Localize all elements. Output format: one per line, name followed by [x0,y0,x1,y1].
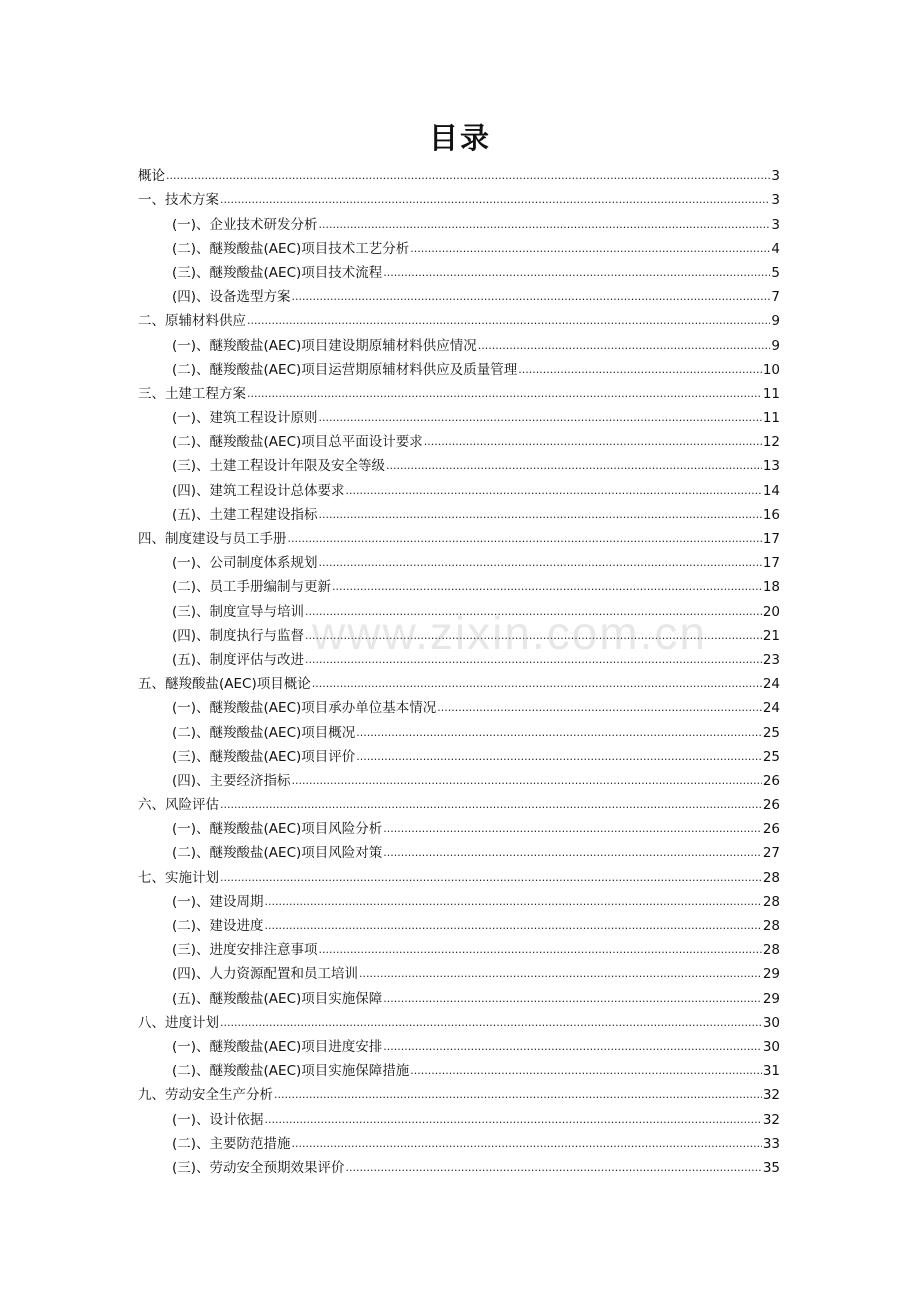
toc-entry-page-number: 24 [762,676,780,693]
toc-dot-leader [332,579,762,595]
toc-entry-label: (二)、醚羧酸盐(AEC)项目总平面设计要求 [172,434,423,451]
toc-entry-page-number: 33 [762,1135,780,1152]
toc-entry[interactable] [138,233,780,257]
toc-dot-leader [383,1039,762,1055]
toc-entry-label: 一、技术方案 [138,192,219,209]
toc-entry[interactable] [138,426,780,450]
toc-dot-leader [319,217,771,233]
toc-entry[interactable] [138,741,780,765]
toc-entry-label: (一)、建筑工程设计原则 [172,410,318,427]
watermark: www.zixin.com.cn [312,607,707,659]
toc-entry[interactable] [138,184,780,208]
toc-dot-leader [356,725,762,741]
toc-entry-page-number: 18 [762,579,780,596]
toc-entry-page-number: 3 [771,216,780,233]
toc-dot-leader [359,966,762,982]
toc-entry-label: 概论 [138,168,165,185]
toc-entry[interactable] [138,958,780,982]
toc-dot-leader [265,894,762,910]
toc-entry-page-number: 29 [762,990,780,1007]
toc-entry-label: (二)、醚羧酸盐(AEC)项目技术工艺分析 [172,240,410,257]
toc-entry-label: (三)、制度宣导与培训 [172,603,305,620]
toc-entry[interactable] [138,934,780,958]
toc-dot-leader [386,458,762,474]
toc-entry[interactable] [138,354,780,378]
toc-entry-page-number: 32 [762,1087,780,1104]
toc-entry-page-number: 11 [762,410,780,427]
toc-entry-label: 二、原辅材料供应 [138,313,246,330]
toc-entry[interactable] [138,499,780,523]
toc-dot-leader [319,942,762,958]
toc-entry-page-number: 17 [762,555,780,572]
toc-entry-label: (三)、醚羧酸盐(AEC)项目技术流程 [172,264,383,281]
toc-dot-leader [292,1136,762,1152]
toc-entry-label: (一)、设计依据 [172,1111,264,1128]
toc-entry[interactable] [138,668,780,692]
toc-entry-label: 五、醚羧酸盐(AEC)项目概论 [138,676,311,693]
toc-entry-page-number: 23 [762,651,780,668]
toc-dot-leader [220,1015,762,1031]
toc-entry[interactable] [138,208,780,232]
toc-dot-leader [247,386,762,402]
toc-entry[interactable] [138,789,780,813]
toc-dot-leader [292,773,762,789]
toc-dot-leader [166,168,770,184]
toc-entry[interactable] [138,1007,780,1031]
toc-entry[interactable] [138,571,780,595]
toc-entry-page-number: 24 [762,700,780,717]
toc-entry-label: (一)、公司制度体系规划 [172,555,318,572]
toc-entry-label: (一)、醚羧酸盐(AEC)项目进度安排 [172,1038,383,1055]
toc-dot-leader [383,991,762,1007]
toc-entry[interactable] [138,474,780,498]
toc-dot-leader [346,483,762,499]
toc-entry-label: (三)、醚羧酸盐(AEC)项目评价 [172,748,356,765]
toc-entry[interactable] [138,1055,780,1079]
toc-entry[interactable] [138,692,780,716]
toc-dot-leader [265,1112,762,1128]
toc-entry-page-number: 32 [762,1111,780,1128]
toc-entry[interactable] [138,1103,780,1127]
toc-entry-page-number: 5 [771,264,780,281]
toc-entry-label: (五)、土建工程建设指标 [172,506,318,523]
toc-entry-label: (四)、人力资源配置和员工培训 [172,966,359,983]
toc-dot-leader [319,410,762,426]
toc-entry-label: (一)、醚羧酸盐(AEC)项目建设期原辅材料供应情况 [172,337,477,354]
toc-dot-leader [288,531,762,547]
toc-entry[interactable] [138,547,780,571]
toc-entry[interactable] [138,886,780,910]
toc-entry[interactable] [138,450,780,474]
toc-entry-label: (一)、企业技术研发分析 [172,216,318,233]
toc-entry-label: 八、进度计划 [138,1014,219,1031]
toc-entry-page-number: 25 [762,724,780,741]
toc-entry-label: (三)、劳动安全预期效果评价 [172,1159,345,1176]
toc-dot-leader [383,821,762,837]
toc-entry-label: (三)、土建工程设计年限及安全等级 [172,458,386,475]
toc-entry-page-number: 30 [762,1014,780,1031]
toc-dot-leader [410,1063,762,1079]
toc-entry-page-number: 14 [762,482,780,499]
toc-entry-page-number: 29 [762,966,780,983]
toc-entry-page-number: 7 [771,289,780,306]
toc-entry-label: (四)、建筑工程设计总体要求 [172,482,345,499]
toc-entry[interactable] [138,716,780,740]
toc-entry[interactable] [138,837,780,861]
toc-entry-page-number: 20 [762,603,780,620]
toc-entry-label: (五)、制度评估与改进 [172,651,305,668]
toc-entry[interactable] [138,910,780,934]
toc-entry-label: (二)、醚羧酸盐(AEC)项目实施保障措施 [172,1063,410,1080]
toc-dot-leader [319,555,762,571]
toc-dot-leader [346,1160,762,1176]
toc-entry-page-number: 28 [762,893,780,910]
toc-dot-leader [424,434,762,450]
toc-entry-label: (二)、醚羧酸盐(AEC)项目运营期原辅材料供应及质量管理 [172,361,518,378]
toc-entry-label: (二)、员工手册编制与更新 [172,579,332,596]
toc-dot-leader [383,265,770,281]
table-of-contents [138,160,780,1176]
toc-entry-label: (二)、醚羧酸盐(AEC)项目风险对策 [172,845,383,862]
toc-entry[interactable] [138,861,780,885]
toc-dot-leader [247,313,770,329]
toc-dot-leader [220,797,762,813]
toc-entry-label: (二)、主要防范措施 [172,1135,291,1152]
toc-entry-label: 六、风险评估 [138,797,219,814]
page-title: 目录 [428,121,491,155]
toc-dot-leader [319,507,762,523]
toc-entry-label: 三、土建工程方案 [138,385,246,402]
toc-entry-page-number: 16 [762,506,780,523]
toc-dot-leader [356,749,762,765]
toc-entry-page-number: 17 [762,531,780,547]
toc-dot-leader [220,870,762,886]
toc-entry-page-number: 28 [762,942,780,959]
toc-entry-page-number: 9 [771,313,780,330]
toc-entry-page-number: 35 [762,1159,780,1176]
toc-entry-label: (二)、醚羧酸盐(AEC)项目概况 [172,724,356,741]
toc-entry-label: (五)、醚羧酸盐(AEC)项目实施保障 [172,990,383,1007]
toc-entry-page-number: 9 [771,337,780,354]
toc-entry-label: 四、制度建设与员工手册 [138,531,287,547]
toc-entry-page-number: 25 [762,748,780,765]
toc-entry-label: (四)、设备选型方案 [172,289,291,306]
toc-entry-page-number: 3 [771,168,780,185]
toc-entry-page-number: 26 [762,821,780,838]
toc-entry[interactable] [138,160,780,184]
toc-dot-leader [410,241,770,257]
toc-entry-label: (一)、建设周期 [172,893,264,910]
toc-entry-page-number: 28 [762,918,780,934]
toc-entry[interactable] [138,1031,780,1055]
toc-entry[interactable] [138,765,780,789]
toc-dot-leader [265,918,762,934]
toc-dot-leader [478,338,771,354]
toc-dot-leader [274,1087,762,1103]
toc-entry-page-number: 10 [762,361,780,378]
toc-entry-page-number: 13 [762,458,780,475]
toc-entry-page-number: 30 [762,1038,780,1055]
toc-entry-page-number: 3 [771,192,780,209]
toc-entry-label: (四)、主要经济指标 [172,772,291,789]
toc-dot-leader [292,289,771,305]
toc-dot-leader [437,700,762,716]
toc-entry-label: (一)、醚羧酸盐(AEC)项目承办单位基本情况 [172,700,437,717]
toc-entry[interactable] [138,281,780,305]
toc-entry-page-number: 12 [762,434,780,451]
toc-entry-page-number: 26 [762,772,780,789]
toc-dot-leader [383,845,762,861]
toc-entry[interactable] [138,982,780,1006]
toc-entry[interactable] [138,378,780,402]
toc-entry[interactable] [138,329,780,353]
toc-entry-label: (二)、建设进度 [172,918,264,934]
toc-entry-page-number: 4 [771,240,780,257]
toc-entry-label: 七、实施计划 [138,869,219,886]
toc-entry-label: (三)、进度安排注意事项 [172,942,318,959]
toc-entry[interactable] [138,305,780,329]
toc-entry[interactable] [138,813,780,837]
toc-dot-leader [312,676,762,692]
toc-entry-page-number: 31 [762,1063,780,1080]
toc-entry[interactable] [138,1128,780,1152]
toc-dot-leader [518,362,762,378]
toc-entry[interactable] [138,523,780,547]
toc-entry-page-number: 27 [762,845,780,862]
toc-dot-leader [220,192,770,208]
toc-entry-label: (四)、制度执行与监督 [172,627,305,644]
toc-entry[interactable] [138,1079,780,1103]
toc-entry[interactable] [138,1152,780,1176]
toc-entry[interactable] [138,402,780,426]
toc-entry[interactable] [138,257,780,281]
toc-entry-page-number: 26 [762,797,780,814]
toc-entry-page-number: 21 [762,627,780,644]
toc-entry-page-number: 28 [762,869,780,886]
toc-entry-label: 九、劳动安全生产分析 [138,1087,273,1104]
toc-entry-page-number: 11 [762,385,780,402]
toc-entry-label: (一)、醚羧酸盐(AEC)项目风险分析 [172,821,383,838]
